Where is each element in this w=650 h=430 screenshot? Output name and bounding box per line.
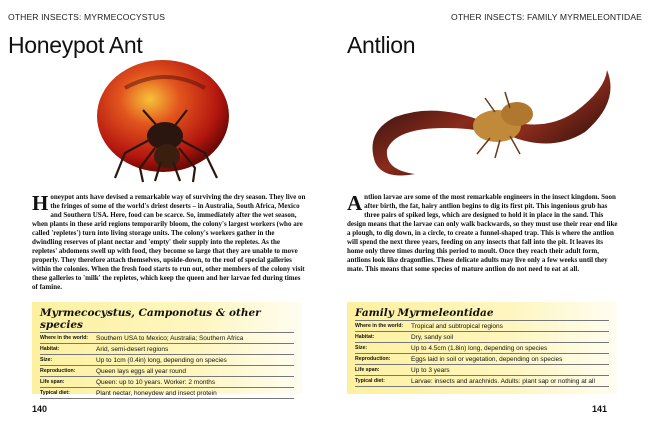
fact-value: Up to 1cm (0.4in) long, depending on species (96, 356, 227, 364)
fact-value: Dry, sandy soil (411, 333, 454, 341)
fact-value: Arid, semi-desert regions (96, 345, 169, 353)
fact-value: Southern USA to Mexico; Australia; Southern Africa (96, 334, 244, 342)
page-number: 140 (32, 404, 48, 414)
fact-label: Where in the world: (355, 323, 404, 329)
fact-label: Life span: (40, 379, 65, 385)
fact-value: Up to 3 years (411, 366, 450, 374)
fact-row (355, 343, 609, 354)
fact-value: Plant nectar, honeydew and insect protein (96, 389, 217, 397)
fact-value: Up to 4.5cm (1.8in) long, depending on species (411, 344, 548, 352)
drop-cap: A (347, 191, 363, 215)
fact-label: Size: (40, 357, 53, 363)
fact-row (40, 333, 294, 344)
fact-label: Size: (355, 345, 368, 351)
fact-label: Typical diet: (40, 390, 70, 396)
fact-box (32, 302, 302, 397)
fact-row (40, 388, 294, 399)
running-head: OTHER INSECTS: MYRMECOCYSTUS (8, 12, 166, 22)
drop-cap: H (32, 191, 49, 215)
antlion-illustration (345, 62, 635, 182)
fact-value: Larvae: insects and arachnids. Adults: plant sap or nothing at all (411, 377, 595, 385)
fact-row (355, 332, 609, 343)
page-title: Honeypot Ant (8, 32, 143, 58)
fact-row (355, 376, 609, 387)
fact-label: Habitat: (40, 346, 60, 352)
fact-label: Reproduction: (355, 356, 391, 362)
page-title: Antlion (347, 32, 416, 58)
fact-value: Queen lays eggs all year round (96, 367, 186, 375)
fact-row (40, 366, 294, 377)
fact-label: Typical diet: (355, 378, 385, 384)
fact-label: Habitat: (355, 334, 375, 340)
fact-value: Queen: up to 10 years. Worker: 2 months (96, 378, 216, 386)
fact-row (355, 354, 609, 365)
fact-label: Life span: (355, 367, 380, 373)
fact-label: Reproduction: (40, 368, 76, 374)
fact-value: Tropical and subtropical regions (411, 322, 503, 330)
body-paragraph: ntlion larvae are some of the most remarkable engineers in the insect kingdom. Soon after birth, the fat, hairy antlion begins to dig its first pit. This ingenious grub has three pairs of spiked legs, which are designed to hold it in place in the sand. This design means that the larvae can only walk backwards, so they must use their rear end like a plough, to dig down, in a circle, to create a funnel-shaped trap. This is where the antlion will spend the next three years, feeding on any insects that fall into the pit. It leaves its home only three times during this period to moult. Once they reach their adult form, antlions look like dragonflies. These delicate adults may live only a few weeks until they mate. This means that some species of mature antlion do not need to eat at all. (347, 193, 618, 273)
body-text (32, 193, 306, 292)
right-page (325, 0, 650, 430)
fact-value: Eggs laid in soil or vegetation, depending on species (411, 355, 563, 363)
fact-box-title: Myrmecocystus, Camponotus & other species (40, 305, 294, 333)
fact-label: Where in the world: (40, 335, 89, 341)
fact-row (40, 377, 294, 388)
honeypot-ant-illustration (85, 58, 245, 186)
running-head: OTHER INSECTS: FAMILY MYRMELEONTIDAE (451, 12, 642, 22)
body-text (347, 193, 619, 274)
fact-row (40, 355, 294, 366)
fact-row (355, 321, 609, 332)
fact-row (40, 344, 294, 355)
fact-box-title: Family Myrmeleontidae (355, 305, 609, 321)
fact-box (347, 302, 617, 394)
body-paragraph: oneypot ants have devised a remarkable way of surviving the dry season. They live on the fringes of some of the world's driest deserts – in Australia, South Africa, Mexico and Southern USA. Here, food can be scarce. So, immediately after the wet season, when plants in these arid regions temporarily bloom, the colony's largest workers (who are called 'repletes') turn into living storage units. The colony's workers gather in the dwindling reserves of plant nectar and 'empty' their supply into the repletes. As the repletes' abdomens swell up with food, they become so large that they are unable to move properly. They therefore attach themselves, upside-down, to the roof of special galleries within the colonies. When the fresh food starts to run out, other members of the colony visit these galleries to 'milk' the repletes, which keep the queen and her larvae fed during times of famine. (32, 193, 306, 291)
fact-row (355, 365, 609, 376)
page-number: 141 (591, 404, 607, 414)
